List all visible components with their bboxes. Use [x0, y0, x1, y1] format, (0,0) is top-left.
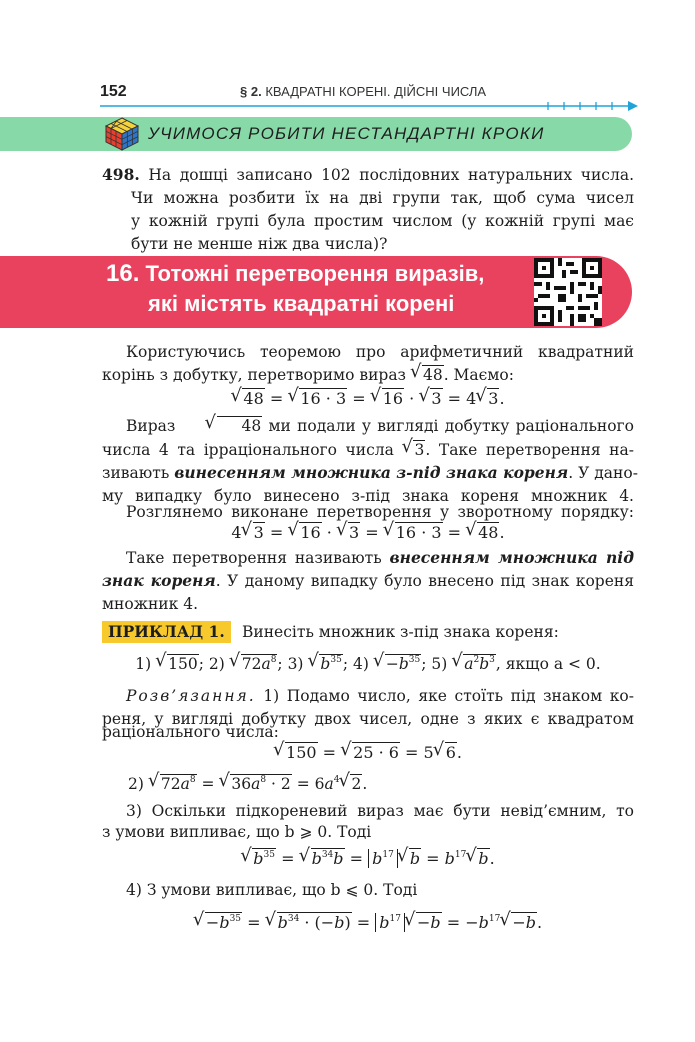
term-factor-in-1: внесенням множника під — [389, 548, 634, 567]
solution-line2: реня, у вигляді добутку двох чисел, одне з яких є квадратом — [102, 710, 634, 728]
solution-text-1: 1) Подамо число, яке стоїть під знаком ко- — [263, 687, 634, 705]
topic-title-1: Тотожні перетворення виразів, — [145, 261, 485, 286]
problem-line-2: Чи можна розбити їх на дві групи так, щоб сума чисел — [131, 189, 634, 207]
para4-text-b: . У даному випадку було внесено під знак кореня — [215, 572, 634, 590]
example-task: Винесіть множник з-під знака кореня: — [242, 623, 559, 641]
qr-code[interactable] — [534, 258, 602, 326]
topic-number: 16. — [106, 260, 140, 287]
para1-text: корінь з добутку, перетворимо вираз — [102, 366, 407, 384]
example-items: 1) √ 150; 2) √ $72a^8$; 3) √ $b^{35}$; 4) √ $-b^{35}$; 5) √ $a^2b^3$, якщо a < 0. — [102, 652, 634, 676]
rubiks-cube-icon — [104, 116, 140, 152]
para1-text-end: . Маємо: — [443, 366, 514, 384]
para2-line1 — [102, 414, 634, 438]
page-number: 152 — [100, 83, 127, 100]
formula-2: 4√ 3 = √ 16 · √ 3 = √ 16 · 3 = √ 48. — [102, 522, 634, 542]
para2-line3 — [102, 461, 638, 485]
sqrt-48-b: √ 48 — [183, 414, 263, 438]
topic-title-2: які містять квадратні корені — [148, 291, 455, 316]
running-header — [240, 84, 486, 99]
para3: Розглянемо виконане перетворення у зворотному порядку: — [126, 503, 634, 521]
formula-4: 2) √ $72a^8$ = √ $36a^8 \cdot 2 = 6a^4√$ 2. — [128, 772, 660, 796]
section-mark: § 2. — [240, 84, 262, 99]
para4-line2 — [102, 569, 634, 593]
sqrt-3: √ 3 — [403, 438, 425, 462]
formula-6: √ $-b^{35}$ = √ $b^{34} \cdot (-b) = b^{17}√ -b = -b^{17}√ -b$. — [102, 912, 634, 932]
example-label: ПРИКЛАД 1. — [102, 621, 231, 643]
para1-line2 — [102, 363, 634, 387]
banner-title: УЧИМОСЯ РОБИТИ НЕСТАНДАРТНІ КРОКИ — [148, 124, 545, 143]
problem-line-4: бути не менше ніж два числа)? — [131, 235, 388, 253]
para4-line3: множник 4. — [102, 595, 199, 613]
para2-line4: му випадку було винесено з-під знака кореня множник 4. — [102, 487, 634, 505]
sqrt-48: √ 48 — [412, 363, 444, 387]
topic-heading — [106, 259, 526, 319]
para2-text-b: ми подали у вигляді добутку раціонального — [268, 417, 634, 435]
formula-3: √ 150 = √ 25 · 6 = 5√ 6. — [102, 742, 634, 762]
solution-line-3a: 3) Оскільки підкореневий вираз має бути невід’ємним, то — [126, 802, 634, 820]
para2-line2 — [102, 438, 634, 462]
formula-5: √ $b^{35}$ = √ $b^{34}b = b^{17}√$ $b = b^{17}√$ b. — [102, 848, 634, 868]
para2-text-f: . У дано- — [568, 464, 638, 482]
solution-line3: раціонального числа: — [102, 723, 279, 741]
formula-1: √ 48 = √ 16 · 3 = √ 16 · √ 3 = 4√ 3. — [102, 388, 634, 408]
para2-text: Вираз — [126, 417, 176, 435]
solution-line-4: 4) З умови випливає, що b ⩽ 0. Тоді — [126, 881, 418, 899]
para2-text-e: зивають — [102, 464, 170, 482]
term-factor-out: винесенням множника з-під знака кореня — [174, 463, 569, 482]
problem-line-3: у кожній групі була простим числом (у кожній групі має — [131, 212, 634, 230]
example-condition: , якщо a < 0. — [495, 655, 601, 673]
section-title: КВАДРАТНІ КОРЕНІ. ДІЙСНІ ЧИСЛА — [265, 84, 487, 99]
para4-text: Таке перетворення називають — [126, 549, 382, 567]
solution-line-3b: з умови випливає, що b ⩾ 0. Тоді — [102, 823, 372, 841]
para1-line1: Користуючись теоремою про арифметичний квадратний — [126, 343, 634, 361]
problem-text: На дошці записано 102 послідовних натуральних числа. — [148, 166, 634, 184]
para4-line1 — [102, 546, 634, 570]
term-factor-in-2: знак кореня — [102, 571, 216, 590]
problem-line-1 — [102, 163, 634, 187]
para2-text-c: числа 4 та ірраціонального числа — [102, 441, 394, 459]
header-ruler-arrow — [100, 100, 640, 112]
solution-label: Розв’язання. — [126, 687, 256, 705]
solution-line1 — [102, 684, 634, 708]
problem-number: 498. — [102, 165, 140, 184]
para2-text-d: . Таке перетворення на- — [425, 441, 634, 459]
